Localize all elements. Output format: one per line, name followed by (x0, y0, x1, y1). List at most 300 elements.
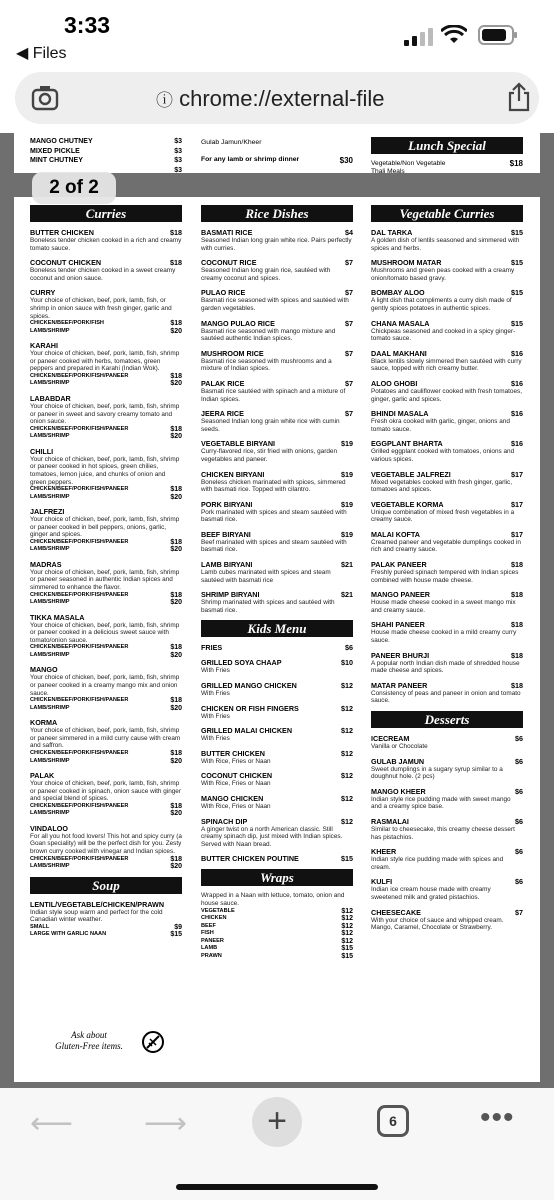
item-name: EGGPLANT BHARTA (371, 439, 443, 449)
menu-item (371, 590, 523, 614)
menu-item (371, 908, 523, 932)
item-description: Black lentils slowly simmered then sautéed with curry sauce, topped with rich creamy butter. (371, 357, 522, 373)
item-name: BEEF BIRYANI (201, 529, 251, 539)
option-label: LAMB/SHRIMP (30, 651, 70, 658)
item-price: $16 (511, 409, 523, 419)
option-price: $20 (170, 493, 182, 501)
option-label: PANEER (201, 937, 224, 944)
item-price: $12 (341, 771, 353, 781)
option-price: $18 (170, 591, 182, 599)
menu-item (371, 470, 523, 494)
menu-item (371, 847, 523, 871)
price-option (30, 546, 182, 554)
price-option (30, 644, 182, 652)
item-description: Similar to cheesecake, this creamy cheese dessert has pistachios. (371, 825, 515, 841)
item-description: Your choice of chicken, beef, pork, lamb, fish, shrimp or paneer seasoned in authentic Indian spices and simmered to enhance the flavor. (30, 568, 180, 592)
menu-item (30, 900, 182, 939)
item-price: $15 (341, 854, 353, 864)
menu-item (201, 854, 353, 863)
menu-item (201, 681, 353, 698)
menu-item (201, 817, 353, 849)
option-label: BEEF (201, 922, 216, 929)
item-price: $19 (341, 529, 353, 539)
price-option (30, 758, 182, 766)
item-price: $12 (341, 703, 353, 713)
option-label: LAMB/SHRIMP (30, 327, 70, 334)
condiment-price: $3 (174, 157, 182, 164)
menu-item (201, 228, 353, 252)
option-price: $18 (170, 372, 182, 380)
option-price: $18 (170, 855, 182, 863)
no-gluten-icon (142, 1031, 164, 1053)
item-description: Shrimp marinated with spices and sautéed with basmati rice. (201, 599, 335, 614)
item-price: $6 (515, 756, 523, 766)
price-option (201, 938, 353, 946)
menu-item (201, 794, 353, 811)
option-label: CHICKEN/BEEF/PORK/FISH/PANEER (30, 750, 129, 756)
item-name: MATAR PANEER (371, 680, 428, 690)
item-name: COCONUT RICE (201, 258, 257, 268)
option-label: LAMB/SHRIMP (30, 599, 70, 606)
item-name: CHICKEN OR FISH FINGERS (201, 703, 299, 713)
item-price: $18 (511, 620, 523, 630)
menu-item (201, 319, 353, 343)
menu-item (371, 734, 523, 751)
item-name: BHINDI MASALA (371, 409, 429, 419)
item-price: $6 (515, 816, 523, 826)
menu-item (30, 507, 182, 554)
item-name: MALAI KOFTA (371, 529, 420, 539)
item-price: $19 (341, 439, 353, 449)
price-option (30, 486, 182, 494)
option-label: CHICKEN/BEEF/PORK/FISH/PANEER (30, 372, 129, 379)
menu-item (371, 817, 523, 841)
lunch-special: Lunch Special Vegetable/Non Vegetable Thali Meals $18 (371, 138, 523, 175)
item-name: LENTIL/VEGETABLE/CHICKEN/PRAWN (30, 899, 165, 909)
wifi-icon (441, 25, 467, 45)
item-description: Seasoned Indian long grain white rice. Pairs perfectly with curries. (201, 237, 352, 252)
condiment-name: MINT CHUTNEY (30, 157, 83, 164)
menu-section (371, 711, 523, 932)
price-option (30, 320, 182, 328)
menu-item (201, 258, 353, 282)
price-option (30, 373, 182, 381)
option-label: CHICKEN (201, 915, 227, 922)
item-name: GRILLED SOYA CHAAP (201, 658, 282, 668)
option-price: $15 (170, 931, 182, 939)
item-price: $16 (511, 348, 523, 358)
option-price: $18 (170, 644, 182, 652)
item-description: Mushrooms and green peas cooked with a creamy onion/tomato based gravy. (371, 267, 515, 282)
item-description: Boneless chicken marinated with spices, simmered with basmati rice. Topped with cilantro. (201, 478, 346, 494)
menu-item (30, 394, 182, 441)
menu-column-2 (201, 205, 353, 966)
item-description: A ginger twist on a north American classic. Still creamy spinach dip, just mixed with Indian spices. Served with Naan bread. (201, 825, 343, 848)
item-description: Sweet dumplings in a sugary syrup similar to a doughnut hole. (2 pcs) (371, 765, 503, 781)
item-description: Your choice of chicken, beef, pork, lamb, fish, shrimp or paneer simmered in a mild curry cause with cream and saffron. (30, 727, 181, 750)
item-description: Wrapped in a Naan with lettuce, tomato, onion and house sauce. (201, 892, 345, 907)
item-name: GRILLED MALAI CHICKEN (201, 726, 293, 736)
item-description: With Rice, Fries or Naan (201, 780, 271, 788)
price-option (30, 539, 182, 547)
menu-item (371, 620, 523, 644)
menu-section (30, 877, 182, 939)
price-option (30, 592, 182, 600)
item-description: With Rice, Fries or Naan (201, 803, 271, 810)
item-price: $18 (511, 650, 523, 660)
item-price: $6 (515, 734, 523, 743)
battery-icon (478, 25, 518, 45)
item-name: KHEER (371, 847, 397, 857)
item-description: Unique combination of mixed fresh vegetables in a creamy sauce. (371, 508, 515, 524)
share-icon[interactable] (506, 82, 532, 112)
price-option (201, 923, 353, 931)
price-option (30, 599, 182, 607)
item-name: BUTTER CHICKEN (30, 228, 94, 237)
menu-section (201, 620, 353, 863)
plus-icon: + (267, 1102, 287, 1140)
option-label: LAMB/SHRIMP (30, 493, 70, 500)
option-label: SMALL (30, 923, 50, 930)
menu-item (30, 560, 182, 607)
menu-item (371, 560, 523, 584)
item-description: A light dish that compliments a curry dish made of gently spices potatoes in authentic spices. (371, 297, 512, 312)
item-name: VINDALOO (30, 823, 68, 833)
option-price: $18 (170, 697, 182, 705)
more-icon[interactable]: ••• (480, 1101, 515, 1134)
option-label: LAMB/SHRIMP (30, 704, 70, 711)
item-price: $17 (511, 499, 523, 509)
item-name: PALAK RICE (201, 378, 245, 388)
item-description: Your choice of chicken, beef, pork, lamb, fish, shrimp or paneer cooked in hot spices, green chilies, tomatoes, lemon juice, and chunks of onion and green peppers. (30, 455, 180, 486)
menu-item (371, 379, 523, 403)
item-price: $7 (345, 318, 353, 328)
menu-section (30, 205, 182, 871)
option-price: $20 (170, 380, 182, 388)
item-name: MANGO (30, 665, 58, 675)
item-description: Your choice of chicken, beef, pork, lamb, fish, shrimp or paneer cooked in a delicious sweet sauce with tomato/onion sauce. (30, 621, 180, 644)
option-price: $18 (170, 320, 182, 328)
condiment-name: MIXED PICKLE (30, 147, 80, 155)
option-price: $20 (170, 757, 182, 765)
menu-item (201, 643, 353, 652)
menu-item (371, 349, 523, 373)
menu-item (201, 439, 353, 463)
item-description: With your choice of sauce and whipped cream. Mango, Caramel, Chocolate or Strawberry. (371, 916, 504, 932)
item-name: PALAK (30, 771, 55, 780)
info-icon[interactable]: ⓘ (156, 91, 173, 110)
new-tab-button[interactable] (252, 1097, 302, 1147)
item-name: COCONUT CHICKEN (30, 258, 102, 268)
menu-item (201, 288, 353, 312)
section-header: Desserts (371, 711, 523, 728)
item-price: $12 (341, 748, 353, 758)
item-description: House made cheese cooked in a mild creamy curry sauce. (371, 629, 517, 645)
section-header: Rice Dishes (201, 205, 353, 222)
item-name: LAMB BIRYANI (201, 560, 253, 570)
condiment-price: $3 (174, 147, 182, 155)
item-name: BOMBAY ALOO (371, 288, 425, 298)
price-option (30, 856, 182, 864)
item-name: ICECREAM (371, 734, 410, 743)
item-price: $12 (341, 726, 353, 736)
menu-item (371, 757, 523, 781)
option-label: CHICKEN/BEEF/PORK/FISH/PANEER (30, 855, 129, 862)
pdf-page-1 (14, 133, 540, 173)
item-name: BUTTER CHICKEN POUTINE (201, 854, 299, 864)
price-option (30, 863, 182, 871)
item-price: $18 (511, 680, 523, 690)
option-price: $18 (170, 750, 182, 757)
item-price: $16 (511, 378, 523, 388)
item-description: Your choice of chicken, beef, pork, lamb, fish, shrimp or paneer cooked in a creamy mango mix and onion sauce. (30, 674, 180, 697)
item-description: Boneless tender chicken cooked in a rich and creamy tomato sauce. (30, 237, 182, 252)
back-to-files-link[interactable]: ◀ Files (16, 45, 67, 62)
option-label: LAMB/SHRIMP (30, 810, 70, 817)
item-price: $6 (345, 643, 353, 653)
option-label: FISH (201, 930, 214, 937)
option-label: LAMB/SHRIMP (30, 757, 70, 764)
item-description: With Fries (201, 667, 230, 675)
item-description: With Fries (201, 690, 230, 698)
menu-item (371, 409, 523, 433)
option-price: $12 (341, 907, 353, 915)
item-price: $15 (511, 228, 523, 237)
menu-column-3 (371, 205, 523, 938)
item-description: Your choice of chicken, beef, pork, lamb, fish, shrimp or paneer in sweet and savory creamy tomato and onion sauce. (30, 402, 180, 426)
price-option (30, 494, 182, 502)
item-description: For all you hot food lovers! This hot and spicy curry (a Goan speciality) will be the perfect dish for you. Zesty brown curry cooked with vinegar and Indian spices. (30, 832, 182, 855)
item-name: CURRY (30, 288, 56, 298)
condiment-price: $3 (174, 138, 182, 145)
menu-item (30, 258, 182, 282)
item-description: Your choice of chicken, beef, pork, lamb, fish, shrimp or paneer cooked with herbs, tomatoes, green peppers and prepared in Karahi (Indian Wok). (30, 350, 180, 373)
item-price: $6 (515, 877, 523, 887)
menu-item (201, 379, 353, 403)
item-price: $12 (341, 816, 353, 826)
menu-item (30, 718, 182, 765)
item-name: VEGETABLE BIRYANI (201, 439, 276, 449)
menu-item (371, 787, 523, 811)
menu-item (371, 258, 523, 282)
menu-item (201, 726, 353, 743)
option-price: $20 (170, 704, 182, 712)
item-description: Indian style rice pudding made with spices and cream. (371, 856, 504, 871)
item-name: COCONUT CHICKEN (201, 771, 273, 781)
menu-item (371, 319, 523, 343)
item-price: $16 (511, 439, 523, 449)
item-price: $7 (345, 288, 353, 298)
tab-switcher-button[interactable]: 6 (377, 1105, 409, 1137)
option-price: $20 (170, 327, 182, 335)
menu-item (371, 877, 523, 901)
item-description: Mixed vegetables cooked with fresh ginger, garlic, tomatoes and spices. (371, 478, 513, 494)
price-option (30, 433, 182, 441)
item-description: Seasoned Indian long grain white rice with cumin seeds. (201, 418, 340, 433)
item-price: $12 (341, 681, 353, 691)
condiments-list (30, 137, 182, 174)
menu-item (201, 749, 353, 766)
item-name: PALAK PANEER (371, 560, 427, 570)
price-option (30, 328, 182, 336)
item-name: VEGETABLE JALFREZI (371, 469, 451, 479)
option-price: $15 (341, 945, 353, 953)
menu-item (201, 409, 353, 433)
item-description: Boneless tender chicken cooked in a sweet creamy coconut and onion sauce. (30, 267, 176, 282)
menu-item (201, 771, 353, 788)
item-description: Pork marinated with spices and steam sautéed with basmati rice. (201, 508, 347, 524)
option-price: $18 (170, 486, 182, 494)
menu-column-1 (30, 205, 182, 945)
item-description: Your choice of chicken, beef, pork, lamb, fish, shrimp or paneer cooked in spinach, onion sauce with ginger and special blend of spices. (30, 780, 181, 803)
condiment-item (30, 137, 182, 147)
option-label: CHICKEN/BEEF/PORK/FISH/PANEER (30, 486, 129, 493)
item-description: Freshly puréed spinach tempered with Indian spices combined with house made cheese. (371, 569, 519, 584)
item-price: $17 (511, 469, 523, 479)
item-description: Chickpeas seasoned and cooked in a spicy ginger-tomato sauce. (371, 327, 516, 343)
item-price: $17 (511, 529, 523, 539)
price-option (30, 803, 182, 811)
option-price: $12 (341, 937, 353, 945)
option-price: $15 (341, 952, 353, 960)
menu-item (30, 447, 182, 501)
item-name: SPINACH DIP (201, 816, 248, 826)
item-price: $18 (511, 590, 523, 600)
option-label: CHICKEN/BEEF/PORK/FISH/PANEER (30, 591, 129, 598)
item-name: PANEER BHURJI (371, 650, 430, 660)
item-name: KARAHI (30, 341, 58, 351)
clock: 3:33 (64, 12, 111, 38)
item-name: CHANA MASALA (371, 318, 430, 328)
price-option (30, 750, 182, 758)
item-name: KULFI (371, 877, 393, 887)
item-name: MANGO PANEER (371, 590, 430, 600)
menu-item (371, 530, 523, 554)
item-name: MUSHROOM RICE (201, 348, 264, 358)
price-option (201, 915, 353, 923)
menu-item (201, 470, 353, 494)
item-description: Your choice of chicken, beef, pork, lamb, fish, shrimp or paneer cooked in bell peppers, onions, garlic, ginger and spices. (30, 516, 180, 539)
option-price: $20 (170, 433, 182, 441)
item-description: Indian ice cream house made with creamy sweetened milk and grated pistachios. (371, 886, 491, 901)
item-description: Basmati rice seasoned with mushrooms and a mixture of Indian spices. (201, 357, 332, 373)
item-name: SHAHI PANEER (371, 620, 425, 630)
condiment-item (30, 156, 182, 166)
item-name: PULAO RICE (201, 288, 246, 298)
menu-item (30, 824, 182, 871)
price-option (30, 931, 182, 939)
menu-item (201, 560, 353, 584)
option-label: LARGE WITH GARLIC NAAN (30, 931, 107, 938)
option-label: PRAWN (201, 952, 222, 959)
item-name: MADRAS (30, 559, 62, 569)
menu-item (201, 500, 353, 524)
item-price: $6 (515, 847, 523, 857)
dinner-add-on: For any lamb or shrimp dinner $30 (201, 156, 353, 165)
option-label: LAMB/SHRIMP (30, 433, 70, 440)
option-label: CHICKEN/BEEF/PORK/FISH (30, 320, 104, 327)
menu-item (201, 658, 353, 675)
item-description: A golden dish of lentils seasoned and simmered with spices and herbs. (371, 237, 520, 252)
item-name: VEGETABLE KORMA (371, 499, 444, 509)
status-bar (0, 0, 554, 70)
condiment-item (30, 147, 182, 157)
option-label: LAMB (201, 945, 218, 952)
item-price: $19 (341, 469, 353, 479)
option-label: CHICKEN/BEEF/PORK/FISH/PANEER (30, 538, 129, 545)
section-header: Wraps (201, 869, 353, 886)
item-price: $6 (515, 786, 523, 796)
option-price: $12 (341, 915, 353, 923)
item-name: MANGO CHICKEN (201, 794, 264, 803)
item-price: $7 (345, 348, 353, 358)
item-name: MUSHROOM MATAR (371, 258, 442, 268)
option-label: CHICKEN/BEEF/PORK/FISH/PANEER (30, 697, 129, 704)
option-label: VEGETABLE (201, 907, 235, 914)
camera-search-icon[interactable] (31, 85, 59, 111)
item-name: ALOO GHOBI (371, 378, 418, 388)
item-price: $7 (345, 409, 353, 419)
cellular-signal-icon (404, 28, 434, 46)
item-description: Fresh okra cooked with garlic, ginger, onions and tomato sauce. (371, 418, 510, 433)
item-name: TIKKA MASALA (30, 612, 85, 622)
menu-item (371, 439, 523, 463)
condiment-name: MANGO CHUTNEY (30, 138, 93, 145)
section-header: Soup (30, 877, 182, 894)
item-description: Lamb cubes marinated with spices and steam sautéed with basmati rice (201, 569, 331, 584)
price-option (30, 426, 182, 434)
item-name: MANGO PULAO RICE (201, 318, 275, 328)
price-option (201, 953, 353, 961)
url-text[interactable]: ⓘ chrome://external-file (156, 86, 385, 111)
menu-item (371, 651, 523, 675)
item-price: $18 (170, 228, 182, 237)
option-price: $20 (170, 863, 182, 871)
menu-section (201, 205, 353, 614)
item-price: $12 (341, 794, 353, 803)
item-description: Vanilla or Chocolate (371, 743, 428, 750)
price-option (30, 652, 182, 660)
item-price: $15 (511, 318, 523, 328)
page-indicator: 2 of 2 (32, 172, 116, 204)
forward-arrow-icon[interactable]: ⟶ (144, 1107, 188, 1140)
price-option (30, 705, 182, 713)
item-name: DAAL MAKHANI (371, 348, 427, 358)
option-price: $18 (170, 425, 182, 433)
price-option (30, 380, 182, 388)
back-arrow-icon[interactable]: ⟵ (30, 1107, 74, 1140)
option-label: CHICKEN/BEEF/PORK/FISH/PANEER (30, 644, 129, 651)
item-description: Potatoes and cauliflower cooked with fresh tomatoes, ginger, garlic and spices. (371, 387, 522, 403)
dessert-note: Gulab Jamun/Kheer (201, 139, 262, 146)
pdf-viewer[interactable] (0, 133, 554, 1088)
item-description: A popular north Indian dish made of shredded house made cheese and spices. (371, 659, 520, 675)
menu-item (371, 228, 523, 252)
item-price: $21 (341, 590, 353, 600)
pdf-page-2 (14, 197, 540, 1082)
item-name: RASMALAI (371, 816, 409, 826)
item-price: $19 (341, 499, 353, 509)
condiment-price: $3 (174, 166, 182, 174)
price-option (30, 924, 182, 932)
menu-item (371, 288, 523, 312)
item-name: LABABDAR (30, 393, 71, 403)
menu-item (30, 228, 182, 252)
option-price: $12 (341, 922, 353, 930)
price-option (201, 930, 353, 938)
item-description: Basmati rice seasoned with spices and sautéed with garden vegetables. (201, 297, 349, 312)
item-description: Curry-flavored rice, stir fried with onions, garden vegetables and paneer. (201, 448, 338, 463)
